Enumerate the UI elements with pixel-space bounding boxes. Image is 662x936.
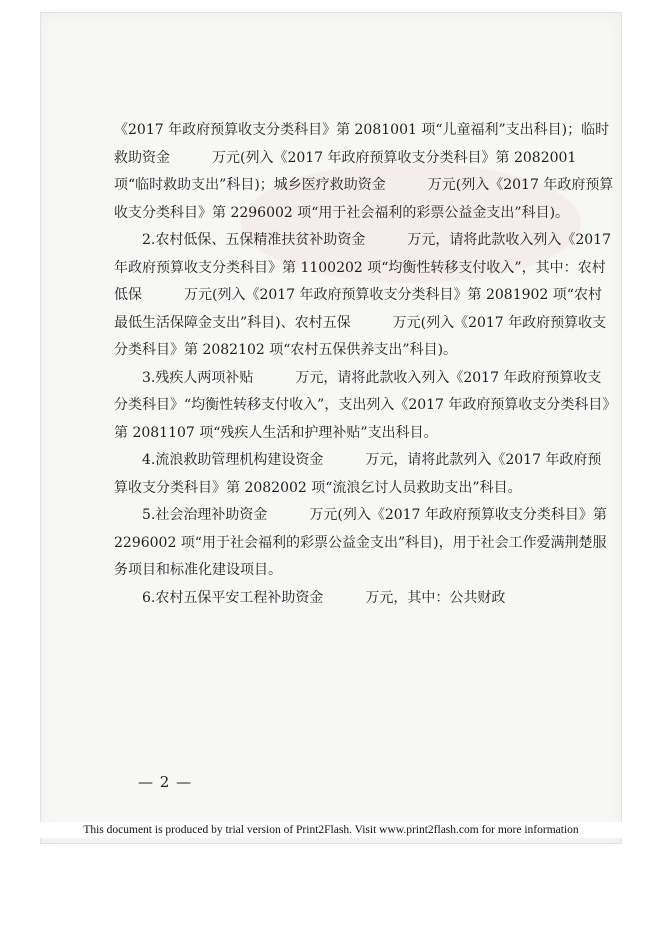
trial-watermark: This document is produced by trial version of Print2Flash. Visit www.print2flash.com for more information xyxy=(0,822,662,838)
paragraph-item-3: 3.残疾人两项补贴 万元，请将此款收入列入《2017 年政府预算收支分类科目》“均衡性转移支付收入”，支出列入《2017 年政府预算收支分类科目》第 2081107 项“残疾人生活和护理补贴”支出科目。 xyxy=(114,369,610,441)
page-number: — 2 — xyxy=(138,773,193,791)
scanned-page xyxy=(40,12,622,844)
paragraph-item-6: 6.农村五保平安工程补助资金 万元，其中：公共财政 xyxy=(142,589,506,606)
paragraph-continuation: 《2017 年政府预算收支分类科目》第 2081001 项“儿童福利”支出科目)；临时救助资金 万元(列入《2017 年政府预算收支分类科目》第 2082001 项“临时救助支出”科目)；城乡医疗救助资金 万元(列入《2017 年政府预算收支分类科目》第 2296002 项“用于社会福利的彩票公益金支出”科目)。 xyxy=(114,122,614,221)
paragraph-item-5: 5.社会治理补助资金 万元(列入《2017 年政府预算收支分类科目》第 2296002 项“用于社会福利的彩票公益金支出”科目)，用于社会工作爱满荆楚服务项目和标准化建设项目。 xyxy=(114,507,607,578)
paragraph-item-2: 2.农村低保、五保精准扶贫补助资金 万元，请将此款收入列入《2017 年政府预算收支分类科目》第 1100202 项“均衡性转移支付收入”，其中：农村低保 万元(列入《2017 年政府预算收支分类科目》第 2081902 项“农村最低生活保障金支出”科目)、农村五保 万元(列入《2017 年政府预算收支分类科目》第 2082102 项“农村五保供养支出”科目)。 xyxy=(114,232,611,358)
paragraph-item-4: 4.流浪救助管理机构建设资金 万元，请将此款列入《2017 年政府预算收支分类科目》第 2082002 项“流浪乞讨人员救助支出”科目。 xyxy=(114,452,602,496)
body-text xyxy=(114,117,614,612)
